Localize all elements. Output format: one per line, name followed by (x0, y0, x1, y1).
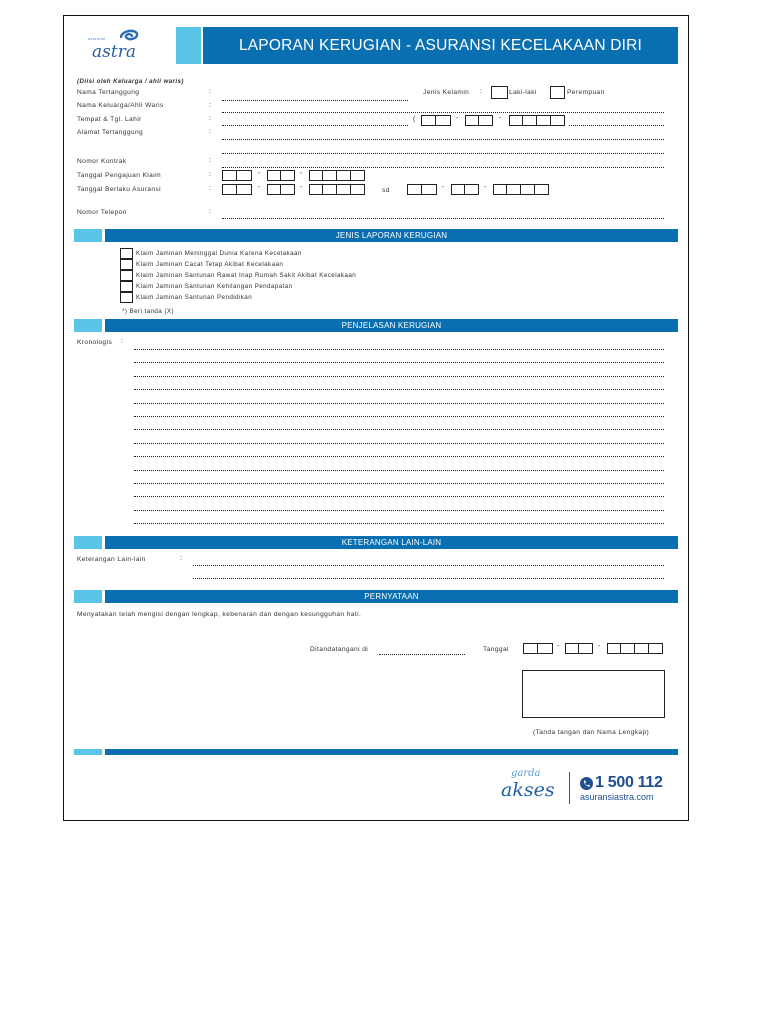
berlaku-from-year-boxes[interactable] (309, 184, 365, 195)
tempat-lahir-line[interactable] (222, 125, 408, 126)
colon: : (209, 185, 211, 192)
checkbox-jenis-2[interactable] (120, 259, 133, 270)
signature-box[interactable] (522, 670, 665, 718)
berlaku-to-day-boxes[interactable] (407, 184, 437, 195)
claim-form-page (63, 15, 689, 821)
dash: - (557, 643, 560, 650)
section-penjelasan-title: PENJELASAN KERUGIAN (105, 319, 678, 332)
kronologis-line[interactable] (134, 510, 664, 511)
colon: : (209, 88, 211, 95)
label-kronologis: Kronologis (77, 339, 113, 346)
kronologis-line[interactable] (134, 389, 664, 390)
berlaku-to-month-boxes[interactable] (451, 184, 479, 195)
pengajuan-day-boxes[interactable] (222, 170, 252, 181)
label-jenis-kelamin: Jenis Kelamin (423, 89, 470, 96)
nama-keluarga-line[interactable] (222, 112, 664, 113)
berlaku-from-month-boxes[interactable] (267, 184, 295, 195)
phone-icon (580, 777, 593, 790)
lahir-year-boxes[interactable] (509, 115, 565, 126)
tanggal-month-boxes[interactable] (565, 643, 593, 654)
kronologis-line[interactable] (134, 470, 664, 471)
kronologis-line[interactable] (134, 496, 664, 497)
checkbox-perempuan[interactable] (550, 86, 565, 99)
section-pernyataan-title: PERNYATAAN (105, 590, 678, 603)
colon: : (209, 208, 211, 215)
dash: - (456, 115, 459, 122)
label-nama-tertanggung: Nama Tertanggung (77, 89, 140, 96)
kronologis-line[interactable] (134, 429, 664, 430)
jenis-note: *) Beri tanda (X) (122, 308, 174, 315)
keterangan-line-1[interactable] (193, 565, 664, 566)
akses-text: akses (501, 779, 555, 801)
berlaku-to-year-boxes[interactable] (493, 184, 549, 195)
dash: - (300, 184, 303, 191)
jenis-item-1: Klaim Jaminan Meninggal Dunia Karena Kecelakaan (136, 250, 302, 257)
kronologis-line[interactable] (134, 349, 664, 350)
kronologis-line[interactable] (134, 443, 664, 444)
section-marker (74, 319, 102, 332)
berlaku-from-day-boxes[interactable] (222, 184, 252, 195)
nomor-kontrak-line[interactable] (222, 167, 664, 168)
dash: - (499, 115, 502, 122)
checkbox-jenis-1[interactable] (120, 248, 133, 259)
checkbox-jenis-4[interactable] (120, 281, 133, 292)
dash: - (258, 184, 261, 191)
pengajuan-month-boxes[interactable] (267, 170, 295, 181)
colon: : (121, 338, 123, 345)
checkbox-laki-laki[interactable] (491, 86, 508, 99)
label-laki-laki: Laki-laki (509, 89, 537, 96)
jenis-item-5: Klaim Jaminan Santunan Pendidikan (136, 294, 253, 301)
footer-phone: 1 500 112 (595, 774, 663, 791)
dash: - (258, 170, 261, 177)
label-tgl-berlaku: Tanggal Berlaku Asuransi (77, 186, 162, 193)
jenis-item-4: Klaim Jaminan Santunan Kehilangan Pendapatan (136, 283, 293, 290)
colon: : (480, 88, 482, 95)
kronologis-line[interactable] (134, 456, 664, 457)
page-title: LAPORAN KERUGIAN - ASURANSI KECELAKAAN DIRI (238, 37, 643, 54)
label-tempat-lahir: Tempat & Tgl. Lahir (77, 116, 142, 123)
pengajuan-year-boxes[interactable] (309, 170, 365, 181)
label-tgl-pengajuan: Tanggal Pengajuan Klaim (77, 172, 161, 179)
kronologis-line[interactable] (134, 483, 664, 484)
section-marker (74, 590, 102, 603)
logo-wordmark: astra (92, 42, 136, 62)
jenis-item-2: Klaim Jaminan Cacat Tetap Akibat Kecelakaan (136, 261, 284, 268)
ditandatangani-line[interactable] (379, 654, 465, 655)
colon: : (209, 115, 211, 122)
tanggal-year-boxes[interactable] (607, 643, 663, 654)
section-marker (74, 229, 102, 242)
dash: - (598, 643, 601, 650)
dash: - (300, 170, 303, 177)
kronologis-line[interactable] (134, 403, 664, 404)
colon: : (209, 171, 211, 178)
alamat-line-1[interactable] (222, 139, 664, 140)
kronologis-line[interactable] (134, 362, 664, 363)
label-alamat: Alamat Tertanggung (77, 129, 144, 136)
label-nama-keluarga: Nama Keluarga/Ahli Waris (77, 102, 164, 109)
footer-divider (569, 772, 570, 804)
kronologis-line[interactable] (134, 416, 664, 417)
paren: ( (413, 116, 416, 123)
bottom-bar (105, 749, 678, 755)
kronologis-line[interactable] (134, 523, 664, 524)
label-perempuan: Perempuan (567, 89, 605, 96)
lahir-day-boxes[interactable] (421, 115, 451, 126)
form-note: (Diisi oleh Keluarga / ahli waris) (77, 78, 184, 85)
label-ditandatangani: Ditandatangani di (310, 646, 369, 653)
nama-tertanggung-line[interactable] (222, 100, 408, 101)
garda-text: garda (511, 768, 541, 779)
jenis-item-3: Klaim Jaminan Santunan Rawat Inap Rumah Sakit Akibat Kecelakaan (136, 272, 357, 279)
colon: : (209, 157, 211, 164)
signature-caption: (Tanda tangan dan Nama Lengkap) (533, 729, 650, 736)
dash: - (442, 184, 445, 191)
colon: : (180, 555, 182, 562)
colon: : (209, 128, 211, 135)
kronologis-line[interactable] (134, 376, 664, 377)
label-tanggal: Tanggal (483, 646, 509, 653)
label-nomor-kontrak: Nomor Kontrak (77, 158, 127, 165)
lahir-month-boxes[interactable] (465, 115, 493, 126)
label-sd: sd (382, 187, 390, 194)
keterangan-line-2[interactable] (193, 578, 664, 579)
nomor-telepon-line[interactable] (222, 218, 664, 219)
section-keterangan-title: KETERANGAN LAIN-LAIN (105, 536, 678, 549)
checkbox-jenis-3[interactable] (120, 270, 133, 281)
section-marker (74, 536, 102, 549)
section-jenis-title: JENIS LAPORAN KERUGIAN (105, 229, 678, 242)
tempat-lahir-line-end (569, 125, 664, 126)
bottom-cyan-marker (74, 749, 102, 755)
alamat-line-2[interactable] (222, 153, 664, 154)
label-nomor-telepon: Nomor Telepon (77, 209, 127, 216)
label-keterangan: Keterangan Lain-lain (77, 556, 146, 563)
pernyataan-text: Menyatakan telah mengisi dengan lengkap, kebenaran dan dengan kesungguhan hati. (77, 611, 362, 618)
header-cyan-block (176, 27, 201, 64)
logo (74, 25, 158, 67)
footer-garda-akses (501, 768, 567, 808)
colon: : (209, 102, 211, 109)
footer-website: asuransiastra.com (580, 792, 654, 802)
logo-small-text: asuransi (88, 36, 106, 41)
checkbox-jenis-5[interactable] (120, 292, 133, 303)
dash: - (484, 184, 487, 191)
tanggal-day-boxes[interactable] (523, 643, 553, 654)
